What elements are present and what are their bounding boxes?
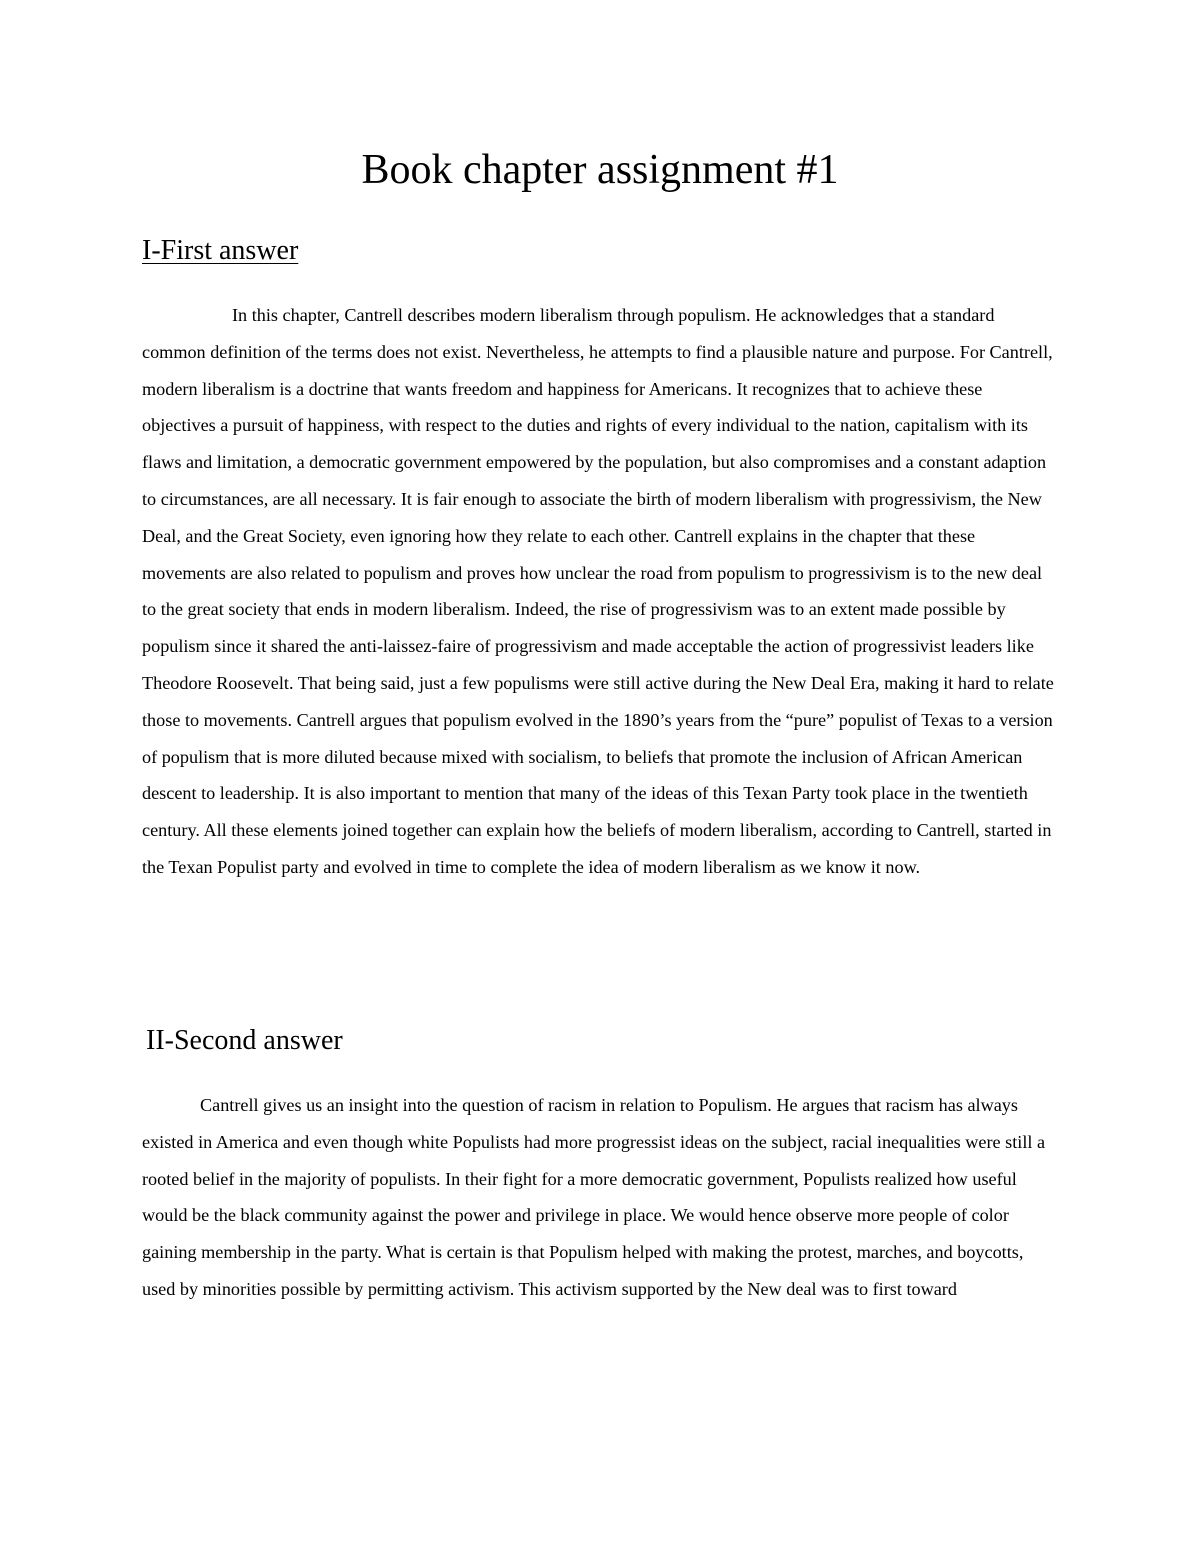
second-answer-paragraph: Cantrell gives us an insight into the question of racism in relation to Populism. He argues that racism has always existed in America and even though white Populists had more progressist ideas on the subject, racial inequalities were still a rooted belief in the majority of populists. In their fight for a more democratic government, Populists realized how useful would be the black community against the power and privilege in place. We would hence observe more people of color gaining membership in the party. What is certain is that Populism helped with making the protest, marches, and boycotts, used by minorities possible by permitting activism. This activism supported by the New deal was to first toward	[142, 1095, 1046, 1299]
section-heading-second-answer: II-Second answer	[146, 1025, 343, 1056]
first-answer-paragraph: In this chapter, Cantrell describes modern liberalism through populism. He acknowledges that a standard common definition of the terms does not exist. Nevertheless, he attempts to find a plausible nature and purpose. For Cantrell, modern liberalism is a doctrine that wants freedom and happiness for Americans. It recognizes that to achieve these objectives a pursuit of happiness, with respect to the duties and rights of every individual to the nation, capitalism with its flaws and limitation, a democratic government empowered by the population, but also compromises and a constant adaption to circumstances, are all necessary. It is fair enough to associate the birth of modern liberalism with progressivism, the New Deal, and the Great Society, even ignoring how they relate to each other. Cantrell explains in the chapter that these movements are also related to populism and proves how unclear the road from populism to progressivism is to the new deal to the great society that ends in modern liberalism. Indeed, the rise of progressivism was to an extent made possible by populism since it shared the anti-laissez-faire of progressivism and made acceptable the action of progressivist leaders like Theodore Roosevelt. That being said, just a few populisms were still active during the New Deal Era, making it hard to relate those to movements. Cantrell argues that populism evolved in the 1890’s years from the “pure” populist of Texas to a version of populism that is more diluted because mixed with socialism, to beliefs that promote the inclusion of African American descent to leadership. It is also important to mention that many of the ideas of this Texan Party took place in the twentieth century. All these elements joined together can explain how the beliefs of modern liberalism, according to Cantrell, started in the Texan Populist party and evolved in time to complete the idea of modern liberalism as we know it now.	[142, 305, 1054, 877]
section-heading-first-answer: I-First answer	[142, 235, 299, 266]
document-title: Book chapter assignment #1	[361, 147, 839, 193]
